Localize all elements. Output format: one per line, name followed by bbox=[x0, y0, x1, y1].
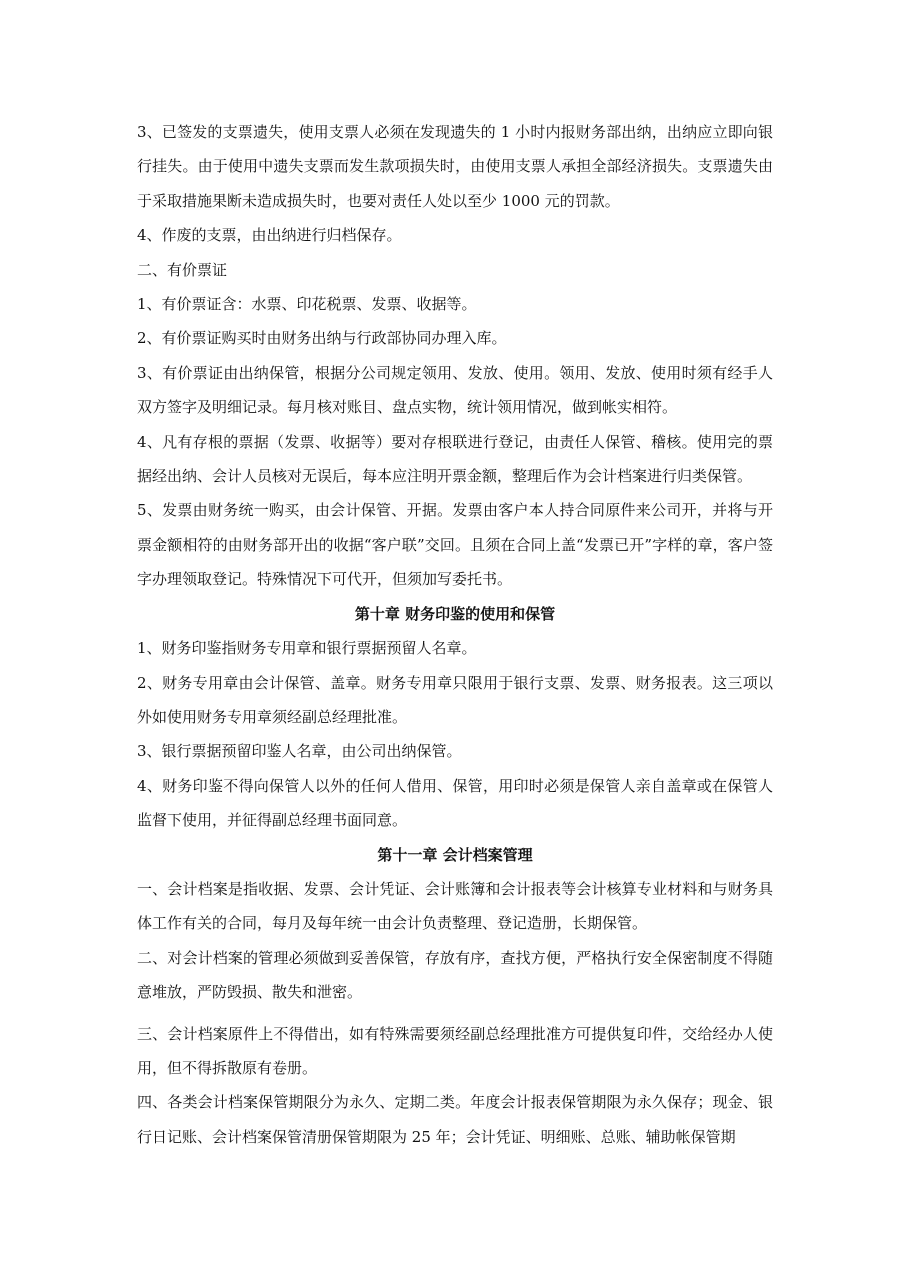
section-valuable-vouchers: 二、有价票证 bbox=[137, 260, 228, 279]
paragraph-vouchers-include: 1、有价票证含：水票、印花税票、发票、收据等。 bbox=[137, 295, 477, 314]
paragraph-cheque-loss: 3、已签发的支票遗失，使用支票人必须在发现遗失的 1 小时内报财务部出纳，出纳应立即向银行挂失。由于使用中遗失支票而发生款项损失时，由使用支票人承担全部经济损失。支票遗失由于采取措施果断未造成损失时，也要对责任人处以至少 1000 元的罚款。 bbox=[137, 123, 773, 210]
paragraph-finance-seal-usage: 2、财务专用章由会计保管、盖章。财务专用章只限用于银行支票、发票、财务报表。这三项以外如使用财务专用章须经副总经理批准。 bbox=[137, 673, 773, 726]
paragraph-archive-management: 二、对会计档案的管理必须做到妥善保管，存放有序，查找方便，严格执行安全保密制度不得随意堆放，严防毁损、散失和泄密。 bbox=[137, 948, 773, 1002]
paragraph-void-cheque: 4、作废的支票，由出纳进行归档保存。 bbox=[137, 226, 402, 245]
paragraph-archive-lending: 三、会计档案原件上不得借出，如有特殊需要须经副总经理批准方可提供复印件，交给经办人使用，但不得拆散原有卷册。 bbox=[137, 1024, 773, 1077]
paragraph-seal-lending: 4、财务印鉴不得向保管人以外的任何人借用、保管，用印时必须是保管人亲自盖章或在保管人监督下使用，并征得副总经理书面同意。 bbox=[137, 776, 773, 830]
paragraph-retention-period: 四、各类会计档案保管期限分为永久、定期二类。年度会计报表保管期限为永久保存；现金、银行日记账、会计档案保管清册保管期限为 25 年；会计凭证、明细账、总账、辅助帐保管期 bbox=[137, 1093, 773, 1146]
paragraph-vouchers-purchase: 2、有价票证购买时由财务出纳与行政部协同办理入库。 bbox=[137, 329, 507, 348]
document-page bbox=[137, 115, 773, 1154]
paragraph-name-seal-custody: 3、银行票据预留印鉴人名章，由公司出纳保管。 bbox=[137, 742, 462, 761]
paragraph-archive-definition: 一、会计档案是指收据、发票、会计凭证、会计账簿和会计报表等会计核算专业材料和与财务具体工作有关的合同，每月及每年统一由会计负责整理、登记造册，长期保管。 bbox=[137, 879, 773, 933]
chapter-10-heading: 第十章 财务印鉴的使用和保管 bbox=[354, 604, 556, 623]
paragraph-invoice-issuing: 5、发票由财务统一购买，由会计保管、开据。发票由客户本人持合同原件来公司开，并将与开票金额相符的由财务部开出的收据“客户联”交回。且须在合同上盖“发票已开”字样的章，客户签字办理领取登记。特殊情况下可代开，但须加写委托书。 bbox=[137, 501, 773, 589]
paragraph-stub-registration: 4、凡有存根的票据（发票、收据等）要对存根联进行登记，由责任人保管、稽核。使用完的票据经出纳、会计人员核对无误后，每本应注明开票金额，整理后作为会计档案进行归类保管。 bbox=[137, 432, 773, 486]
paragraph-seal-definition: 1、财务印鉴指财务专用章和银行票据预留人名章。 bbox=[137, 639, 477, 658]
paragraph-vouchers-custody: 3、有价票证由出纳保管，根据分公司规定领用、发放、使用。领用、发放、使用时须有经手人双方签字及明细记录。每月核对账目、盘点实物，统计领用情况，做到帐实相符。 bbox=[137, 363, 773, 417]
chapter-11-heading: 第十一章 会计档案管理 bbox=[377, 845, 533, 864]
